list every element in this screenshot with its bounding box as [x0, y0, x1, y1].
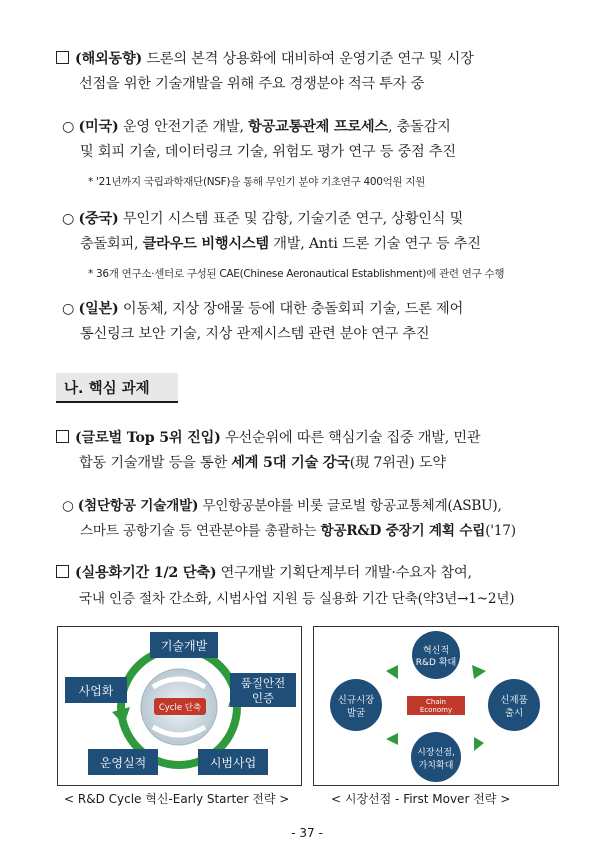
practical-line-1 [56, 562, 472, 582]
figure-rd-cycle-caption: < R&D Cycle 혁신-Early Starter 전략 > [64, 792, 290, 806]
figure-first-mover-caption: < 시장선점 - First Mover 전략 > [331, 792, 511, 806]
section-title: 나. 핵심 과제 [64, 381, 150, 397]
node-commercial-label: 사업화 [78, 684, 114, 698]
jp-text-a: 이동체, 지상 장애물 등에 대한 충돌회피 기술, 드론 제어 [118, 301, 464, 317]
circle-bullet-icon: ○ [62, 301, 79, 317]
us-text-b: , 충돌감지 [387, 119, 451, 135]
practical-line-2: 국내 인증 절차 간소화, 시범사업 지원 등 실용화 기간 단축(약3년→1~2년) [79, 591, 515, 607]
global-bold: 세계 5대 기술 강국 [231, 455, 350, 471]
us-note: * '21년까지 국립과학재단(NSF)을 통해 무인기 분야 기초연구 400억원 지원 [88, 176, 426, 188]
global-line-1 [56, 427, 480, 447]
adv-line-2 [80, 519, 516, 539]
global-text-2a: 합동 기술개발 등을 통한 [79, 455, 232, 471]
node-quality-label-1: 품질안전 [240, 676, 286, 690]
intro-line-2: 선점을 위한 기술개발을 위해 주요 경쟁분야 적극 투자 중 [79, 76, 425, 92]
adv-text-2b: ('17) [485, 523, 516, 539]
node-pilot-label: 시범사업 [209, 756, 257, 770]
jp-line-1 [62, 298, 463, 318]
node-innovative-label-1: 혁신적 [422, 646, 450, 656]
arrow-icon [472, 665, 486, 679]
circle-bullet-icon: ○ [62, 498, 78, 514]
intro-line-1 [56, 48, 474, 68]
node-operation-label: 운영실적 [99, 756, 147, 770]
node-quality-label-2: 인증 [251, 691, 275, 705]
rd-cycle-diagram [58, 627, 301, 785]
arrow-icon [386, 733, 398, 745]
figure-rd-cycle [57, 626, 302, 786]
page-number: - 37 - [291, 826, 323, 840]
cn-line-1 [62, 208, 463, 228]
node-innovative-label-2: R&D 확대 [415, 658, 457, 668]
square-bullet-icon [56, 430, 69, 443]
jp-tag: (일본) [78, 301, 119, 317]
adv-text-2a: 스마트 공항기술 등 연관분야를 총괄하는 [80, 523, 321, 539]
us-line-1 [62, 116, 451, 136]
global-text-a: 우선순위에 따른 핵심기술 집중 개발, 민관 [220, 430, 481, 446]
node-market-lead-label-2: 가치확대 [418, 761, 454, 771]
cn-text-a: 무인기 시스템 표준 및 감항, 기술기준 연구, 상황인식 및 [118, 211, 464, 227]
adv-tag: (첨단항공 기술개발) [77, 498, 199, 514]
square-bullet-icon [56, 51, 69, 64]
node-new-market-label-1: 신규시장 [337, 695, 375, 706]
node-tech-dev-label: 기술개발 [160, 639, 208, 653]
circle-bullet-icon: ○ [62, 211, 79, 227]
cn-line-2 [80, 233, 481, 253]
cn-note: * 36개 연구소·센터로 구성된 CAE(Chinese Aeronautical Establishment)에 관련 연구 수행 [88, 268, 505, 280]
us-text-a: 운영 안전기준 개발, [118, 119, 249, 135]
first-mover-diagram [314, 627, 558, 785]
cn-text-2a: 충돌회피, [80, 236, 143, 252]
practical-tag: (실용화기간 1/2 단축) [75, 565, 217, 581]
section-header [56, 373, 178, 403]
square-bullet-icon [56, 565, 69, 578]
intro-text-1: 드론의 본격 상용화에 대비하여 운영기준 연구 및 시장 [142, 51, 474, 67]
center-label: Cycle 단축 [158, 703, 202, 713]
cn-tag: (중국) [78, 211, 119, 227]
us-bold: 항공교통관제 프로세스 [248, 119, 388, 135]
practical-text-a: 연구개발 기획단계부터 개발·수요자 참여, [216, 565, 472, 581]
arrow-icon [474, 737, 484, 751]
us-tag: (미국) [78, 119, 119, 135]
adv-line-1 [62, 494, 502, 514]
cn-bold: 클라우드 비행시스템 [142, 236, 269, 252]
intro-tag: (해외동향) [75, 51, 143, 67]
cn-text-2b: 개발, Anti 드론 기술 연구 등 추진 [268, 236, 481, 252]
global-text-2b: (現 7위권) 도약 [349, 455, 446, 471]
jp-line-2: 통신링크 보안 기술, 지상 관제시스템 관련 분야 연구 추진 [80, 326, 430, 342]
us-line-2: 및 회피 기술, 데이터링크 기술, 위험도 평가 연구 등 중점 추진 [80, 144, 456, 160]
node-new-product-label-1: 신제품 [500, 695, 528, 706]
node-new-market-label-2: 발굴 [346, 708, 366, 719]
figure-first-mover [313, 626, 559, 786]
node-market-lead-label-1: 시장선점, [417, 748, 455, 758]
adv-text-a: 무인항공분야를 비롯 글로벌 항공교통체계(ASBU), [198, 498, 502, 514]
global-line-2 [79, 452, 446, 472]
center-label-2: Economy [419, 706, 453, 714]
arrow-icon [386, 665, 398, 679]
adv-bold: 항공R&D 중장기 계획 수립 [320, 523, 486, 539]
global-tag: (글로벌 Top 5위 진입) [75, 430, 221, 446]
node-new-product-label-2: 출시 [504, 708, 524, 719]
center-label-1: Chain [426, 698, 446, 706]
circle-bullet-icon: ○ [62, 119, 79, 135]
